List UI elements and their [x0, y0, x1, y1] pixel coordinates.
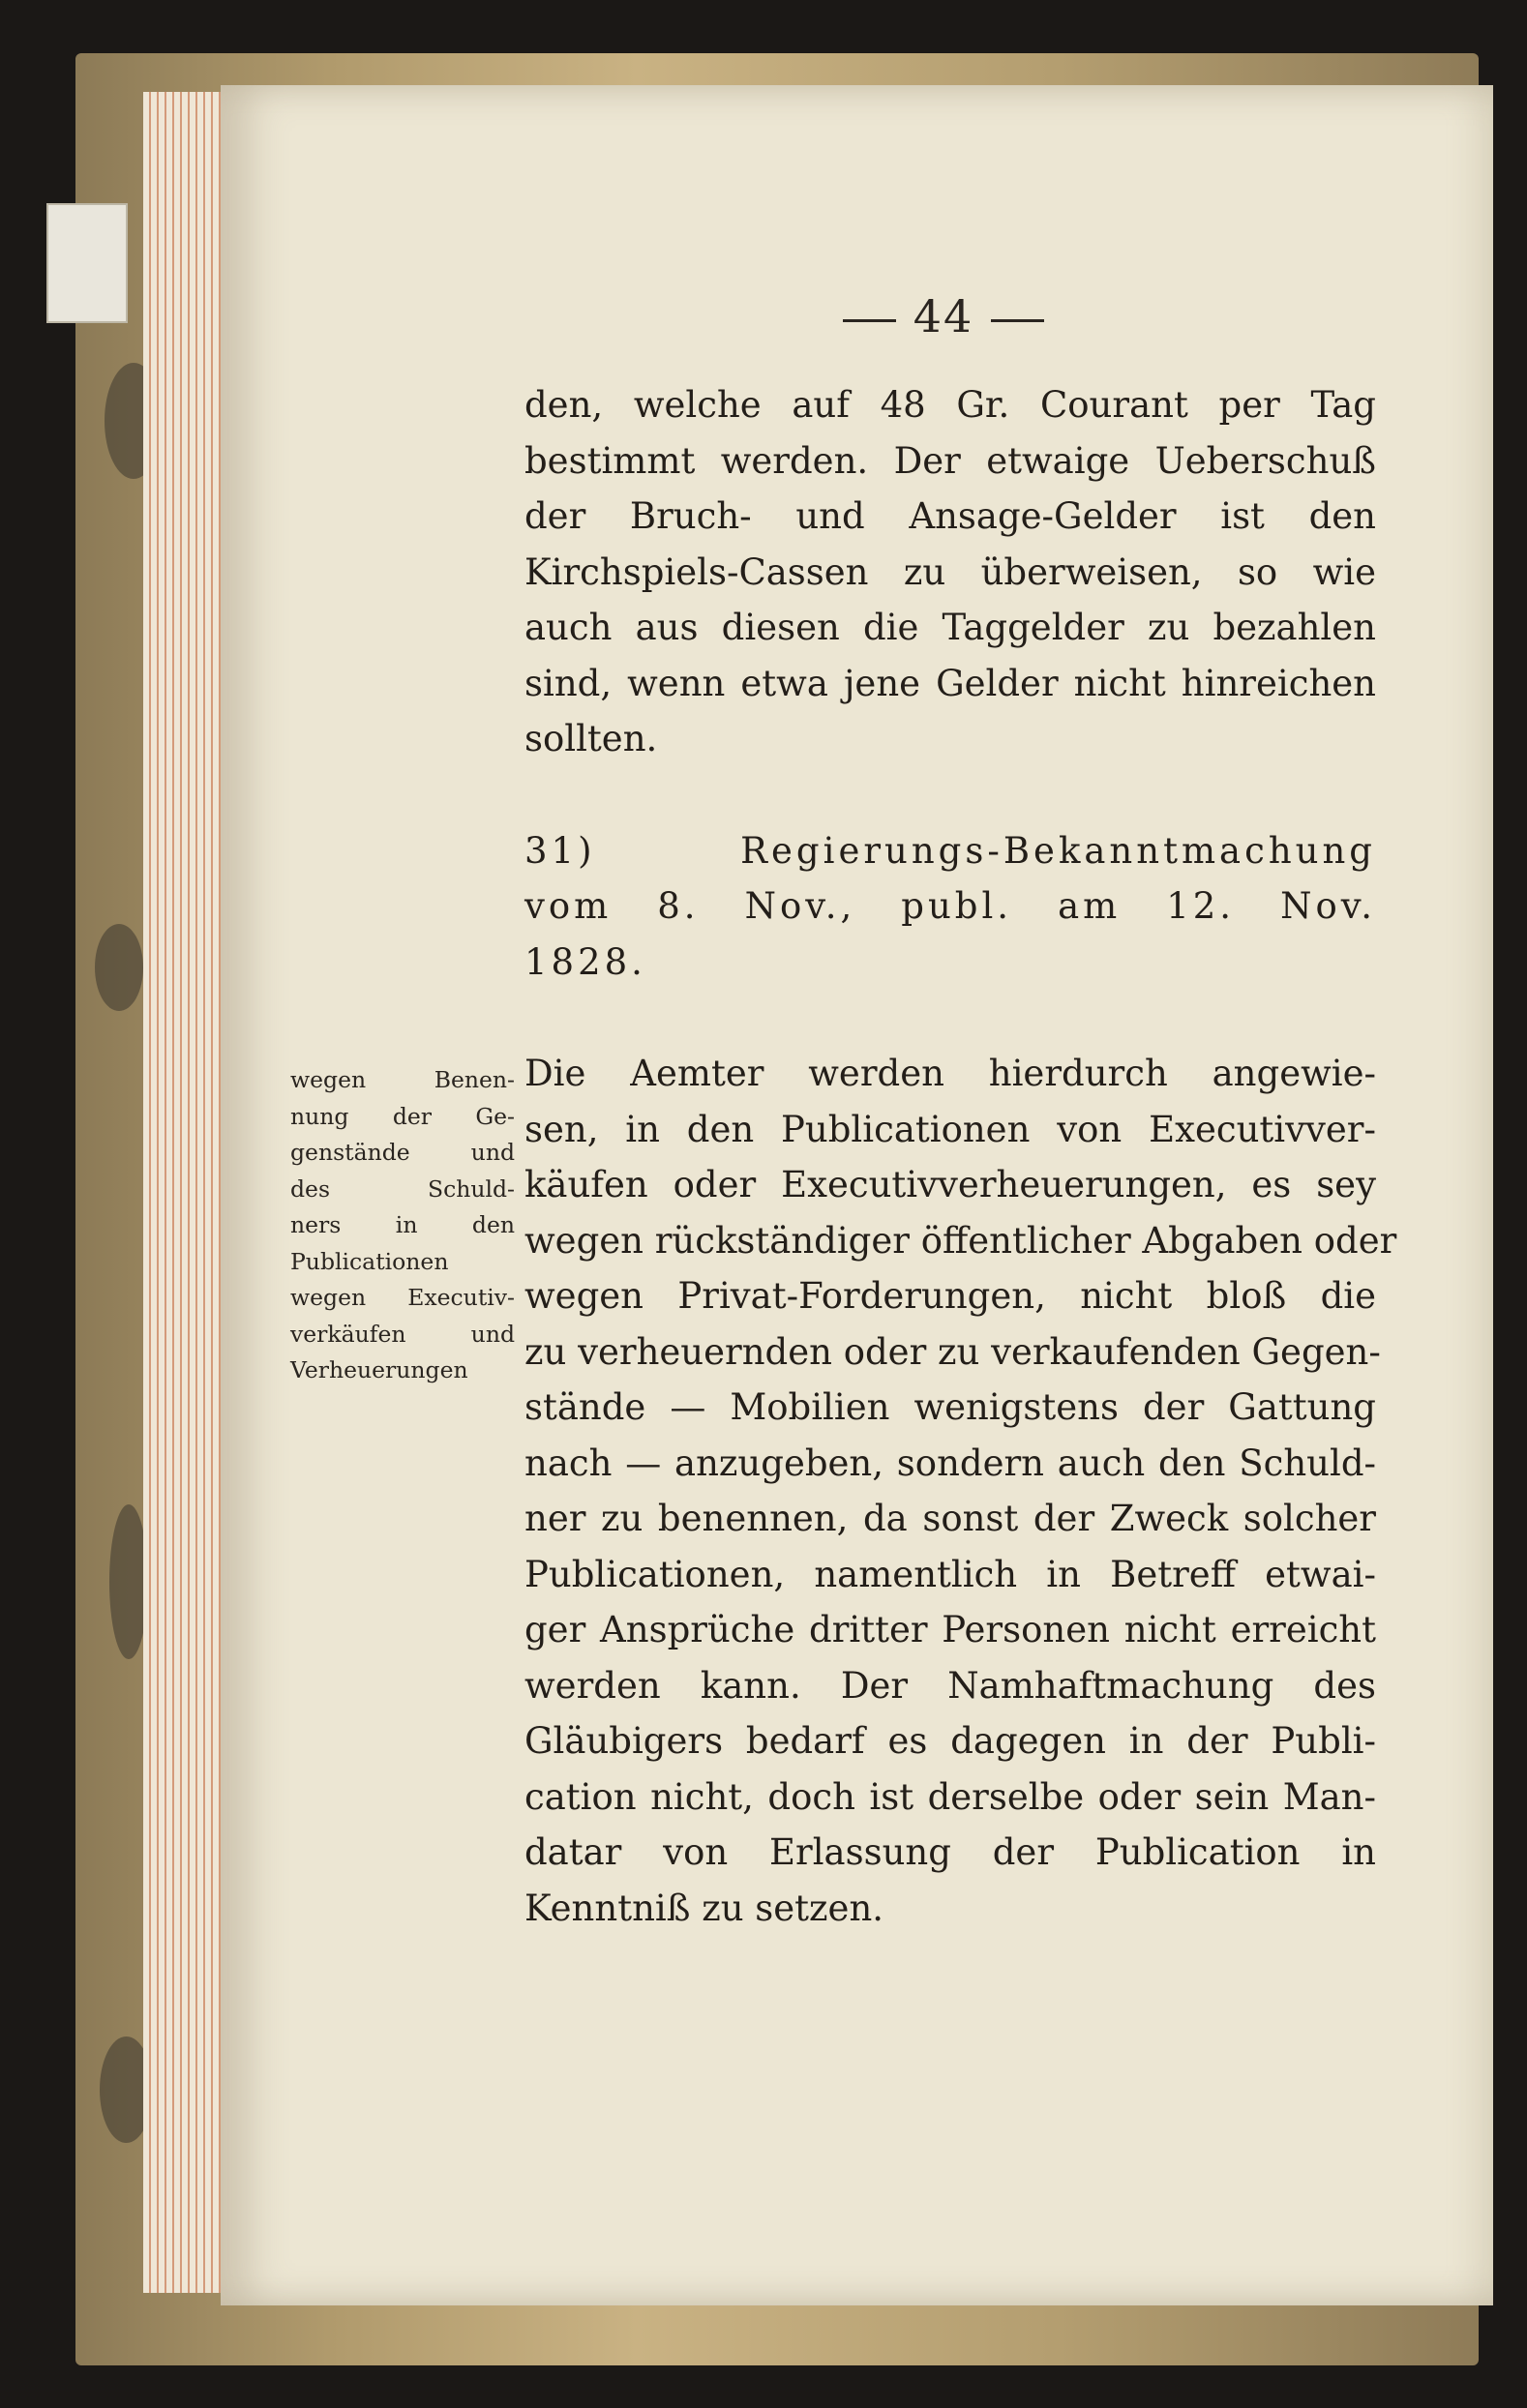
text-line: der Bruch- und Ansage-Gelder ist den	[524, 495, 1376, 537]
text-line: wegen Privat-Forderungen, nicht bloß die	[524, 1275, 1376, 1317]
margin-line: ners in den	[290, 1211, 515, 1238]
text-line: sind, wenn etwa jene Gelder nicht hinreichen	[524, 662, 1376, 704]
text-line: Publicationen, namentlich in Betreff etwai-	[524, 1553, 1376, 1595]
text-line: ger Ansprüche dritter Personen nicht erreicht	[524, 1609, 1376, 1650]
text-line: Kenntniß zu setzen.	[524, 1887, 884, 1929]
text-line: Gläubigers bedarf es dagegen in der Publi-	[524, 1720, 1376, 1762]
text-line: sollten.	[524, 718, 658, 759]
body-text	[524, 377, 1397, 1936]
page-header	[823, 290, 1064, 342]
header-dash-left	[843, 319, 896, 322]
text-line: nach — anzugeben, sondern auch den Schuld-	[524, 1442, 1376, 1484]
section-heading	[524, 823, 1376, 991]
text-line: käufen oder Executivverheuerungen, es sey	[524, 1164, 1376, 1205]
heading-line: 31) Regierungs-Bekanntmachung	[524, 829, 1376, 872]
margin-line: wegen Benen-	[290, 1066, 515, 1093]
margin-line: verkäufen und	[290, 1320, 515, 1348]
page-number: 44	[913, 290, 974, 342]
text-line: auch aus diesen die Taggelder zu bezahlen	[524, 607, 1376, 648]
text-line: sen, in den Publicationen von Executivver-	[524, 1108, 1376, 1150]
heading-line: vom 8. Nov., publ. am 12. Nov.	[524, 885, 1376, 927]
spacer	[524, 990, 1376, 1046]
text-line: bestimmt werden. Der etwaige Ueberschuß	[524, 439, 1376, 482]
text-line: datar von Erlassung der Publication in	[524, 1831, 1376, 1873]
text-line: cation nicht, doch ist derselbe oder sein Man-	[524, 1775, 1376, 1818]
margin-line: wegen Executiv-	[290, 1284, 515, 1311]
paragraph-1	[524, 377, 1376, 767]
margin-line: genstände und	[290, 1139, 515, 1166]
margin-line: des Schuld-	[290, 1174, 515, 1203]
text-line: zu verheuernden oder zu verkaufenden Gegen-	[524, 1330, 1381, 1373]
margin-line: Publicationen	[290, 1247, 449, 1275]
margin-line: nung der Ge-	[290, 1102, 515, 1130]
paper-tab	[46, 203, 128, 323]
text-line: Die Aemter werden hierdurch angewie-	[524, 1053, 1376, 1094]
spacer	[524, 767, 1376, 823]
header-dash-right	[991, 319, 1044, 322]
text-line: ner zu benennen, da sonst der Zweck solcher	[524, 1498, 1376, 1539]
text-line: stände — Mobilien wenigstens der Gattung	[524, 1386, 1376, 1428]
text-line: wegen rückständiger öffentlicher Abgaben oder	[524, 1219, 1397, 1262]
text-line: Kirchspiels-Cassen zu überweisen, so wie	[524, 550, 1376, 593]
heading-line: 1828.	[524, 940, 646, 983]
paragraph-2	[524, 1046, 1397, 1936]
text-line: werden kann. Der Namhaftmachung des	[524, 1664, 1376, 1707]
text-line: den, welche auf 48 Gr. Courant per Tag	[524, 384, 1376, 426]
margin-note	[290, 1062, 515, 1389]
margin-line: Verheuerungen	[290, 1356, 468, 1383]
